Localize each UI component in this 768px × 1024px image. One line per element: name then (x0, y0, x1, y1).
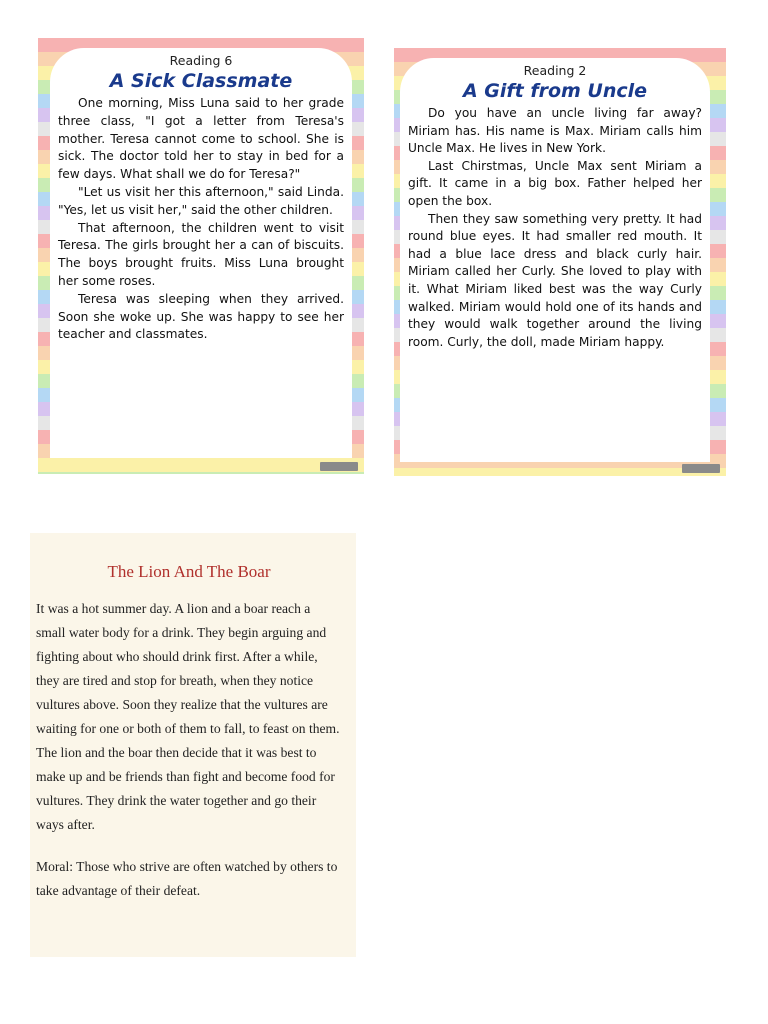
story-paragraph: Last Chirstmas, Uncle Max sent Miriam a gift. It came in a big box. Father helped her open the box. (408, 158, 702, 208)
reading-card-gift-from-uncle (394, 48, 726, 476)
card-panel (400, 58, 710, 462)
story-paragraph: Do you have an uncle living far away? Miriam has. His name is Max. Miriam calls him Uncle Max. He lives in New York. (408, 106, 702, 156)
story-paragraph: One morning, Miss Luna said to her grade three class, "I got a letter from Teresa's mother. Teresa cannot come to school. She is sick. The doctor told her to stay in bed for a few days. What shall we do for Teresa?" (58, 96, 344, 182)
publisher-logo (320, 462, 358, 471)
reading-number: Reading 2 (523, 63, 587, 78)
fable-card (30, 533, 356, 957)
fable-moral: Moral: Those who strive are often watched by others to take advantage of their defeat. (36, 859, 338, 898)
story-title: A Sick Classmate (109, 70, 293, 92)
reading-number: Reading 6 (169, 53, 233, 68)
story-paragraph: Then they saw something very pretty. It had round blue eyes. It had smaller red mouth. It had a blue lace dress and black curly hair. Miriam called her Curly. She loved to play with it. What Miriam liked best was the way Curly walked. Miriam would hold one of its hands and they would walk together around the living room. Curly, the doll, made Miriam happy. (408, 211, 702, 349)
reading-card-sick-classmate (38, 38, 364, 474)
story-paragraph: That afternoon, the children went to visit Teresa. The girls brought her a can of biscuits. The boys brought fruits. Miss Luna brought her some roses. (58, 220, 344, 288)
fable-title: The Lion And The Boar (107, 562, 271, 581)
fable-body: It was a hot summer day. A lion and a boar reach a small water body for a drink. They begin arguing and fighting about who should drink first. After a while, they are tired and stop for breath, when they notice vultures above. Soon they realize that the vultures are waiting for one or both of them to fall, to feast on them. The lion and the boar then decide that it was best to make up and be friends than fight and become food for vultures. They drink the water together and go their ways after. (36, 601, 340, 832)
story-title: A Gift from Uncle (462, 80, 648, 102)
story-paragraph: "Let us visit her this afternoon," said Linda. "Yes, let us visit her," said the other children. (58, 184, 344, 217)
publisher-logo (682, 464, 720, 473)
story-paragraph: Teresa was sleeping when they arrived. Soon she woke up. She was happy to see her teacher and classmates. (58, 291, 344, 342)
story-text (58, 95, 344, 344)
story-text (408, 105, 702, 351)
card-panel (50, 48, 352, 458)
